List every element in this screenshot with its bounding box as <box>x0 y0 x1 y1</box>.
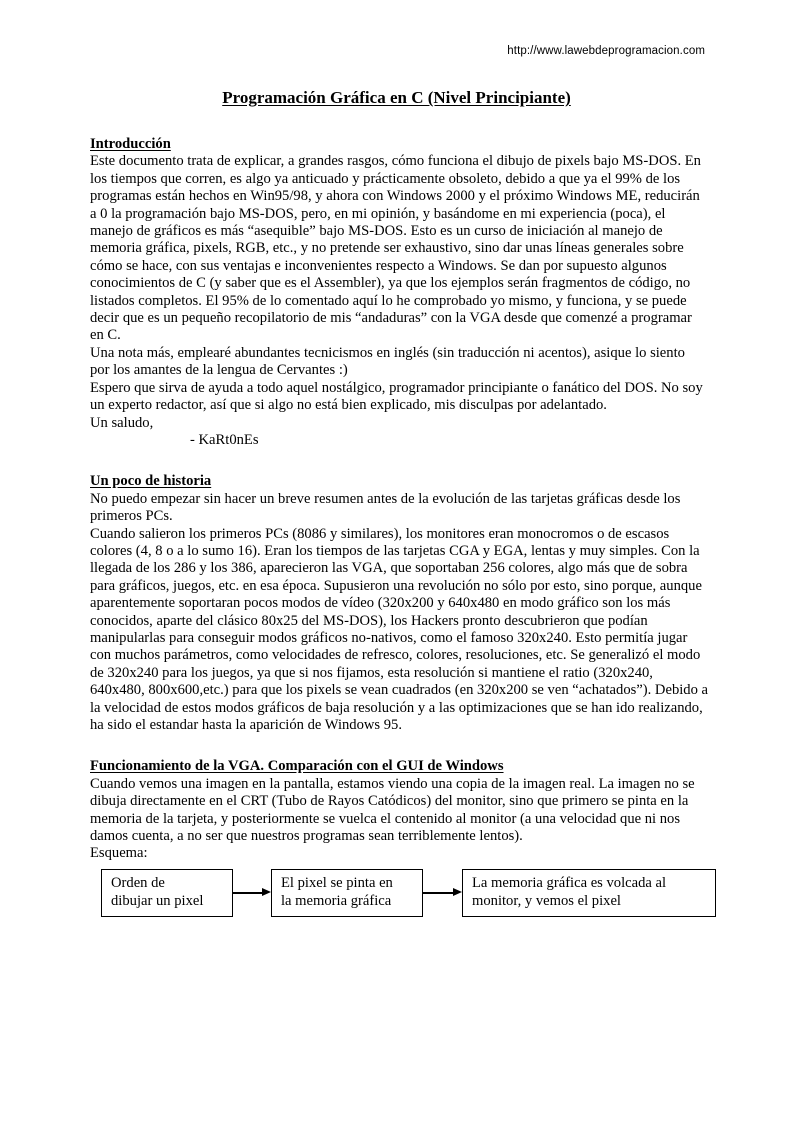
flow-box-1-line-2: dibujar un pixel <box>111 892 204 909</box>
paragraph-funcionamiento-1: Cuando vemos una imagen en la pantalla, estamos viendo una copia de la imagen real. La imagen no se dibuja directamente en el CRT (Tubo de Rayos Catódicos) del monitor, sino que primero se pinta en la memoria de la tarjeta, y posteriormente se vuelca el contenido al monitor (a una velocidad que ni nos damos cuenta, a no ser que nuestros programas sean terriblemente lentos). <box>90 775 699 845</box>
paragraph-historia-1: No puedo empezar sin hacer un breve resumen antes de la evolución de las tarjetas gráficas desde los primeros PCs. <box>90 490 685 525</box>
section-heading-introduccion: Introducción <box>90 136 171 152</box>
flow-box-pixel-memoria <box>271 869 423 917</box>
arrow-right-icon-1 <box>233 892 271 894</box>
flow-box-2-line-1: El pixel se pinta en <box>281 875 393 892</box>
section-heading-funcionamiento: Funcionamiento de la VGA. Comparación con el GUI de Windows <box>90 758 504 775</box>
flow-box-memoria-volcada <box>462 869 716 917</box>
flow-box-3-line-1: La memoria gráfica es volcada al <box>472 875 667 892</box>
page-title: Programación Gráfica en C (Nivel Principiante) <box>222 88 571 107</box>
pixel-flow-diagram <box>90 869 730 925</box>
paragraph-intro-closing: Un saludo, <box>90 414 154 431</box>
arrow-shaft <box>423 892 453 893</box>
paragraph-historia-2: Cuando salieron los primeros PCs (8086 y similares), los monitores eran monocromos o de escasos colores (4, 8 o a lo sumo 16). Eran los tiempos de las tarjetas CGA y EGA, lentas y muy simples. Con la llegada de los 286 y los 386, aparecieron las VGA, que soportaban 256 colores, algo más que de sobra para gráficos, juegos, etc. en esa época. Supusieron una revolución no sólo por esto, sino porque, aunque aparentemente soportaran pocos modos de vídeo (320x200 y 640x480 en modo gráfico son los más conocidos, aparte del clásico 80x25 del MS-DOS), los Hackers pronto descubrieron que podían manipularlas para conseguir modos gráficos no-nativos, como el famoso 320x240. Esto permitía jugar con muchos parámetros, como velocidades de refresco, colores, resoluciones, etc. Se generalizó el modo de 320x240 para los juegos, ya que si nos fijamos, esta resolución si mantiene el ratio (320x240, 640x480, 800x600,etc.) para que los pixels se vean cuadrados (en 320x200 se ven “achatados”). Debido a la velocidad de estos modos gráficos de baja resolución y a las optimizaciones que se han ido realizando, ha sido el estandar hasta la aparición de Windows 95. <box>90 525 712 733</box>
section-heading-historia: Un poco de historia <box>90 473 212 490</box>
arrow-head <box>453 888 462 896</box>
flow-box-3-line-2: monitor, y vemos el pixel <box>472 892 621 909</box>
paragraph-intro-2: Una nota más, emplearé abundantes tecnicismos en inglés (sin traducción ni acentos), asique lo siento por los amantes de la lengua de Cervantes :) <box>90 344 689 379</box>
arrow-right-icon-2 <box>423 892 462 894</box>
paragraph-intro-1: Este documento trata de explicar, a grandes rasgos, cómo funciona el dibujo de pixels bajo MS-DOS. En los tiempos que corren, es algo ya anticuado y prácticamente obsoleto, debido a que ya el 99% de los programas están hechos en Win95/98, y ahora con Windows 2000 y el próximo Windows ME, reducirán a 0 la programación bajo MS-DOS, pero, en mi opinión, y basándome en mi experiencia (poca), el manejo de gráficos es más “asequible” bajo MS-DOS. Esto es un curso de iniciación al manejo de memoria gráfica, pixels, RGB, etc., y no pretende ser exhaustivo, sino dar unas líneas generales sobre cómo se hace, con sus ventajas e inconvenientes respecto a Windows. Se dan por supuesto algunos conocimientos de C (y saber que es el Assembler), ya que los ejemplos serán fragmentos de código, no listados completos. El 95% de lo comentado aquí lo he comprobado yo mismo, y funciona, y se puede decir que es un pequeño recopilatorio de mis “andaduras” con la VGA desde que comenzé a programar en C. <box>90 153 705 344</box>
flow-box-orden-dibujar <box>101 869 233 917</box>
document-body <box>90 136 712 925</box>
section-spacer-1 <box>90 449 708 473</box>
header-url: http://www.lawebdeprogramacion.com <box>507 45 705 57</box>
arrow-head <box>262 888 271 896</box>
arrow-shaft <box>233 892 262 893</box>
paragraph-intro-3: Espero que sirva de ayuda a todo aquel nostálgico, programador principiante o fanático del DOS. No soy un experto redactor, así que si algo no está bien explicado, mis disculpas por adelantado. <box>90 379 707 414</box>
section-spacer-2 <box>90 734 708 758</box>
author-signature: - KaRt0nEs <box>190 431 259 448</box>
label-esquema: Esquema: <box>90 845 148 862</box>
flow-box-1-line-1: Orden de <box>111 875 165 892</box>
flow-box-2-line-2: la memoria gráfica <box>281 892 392 909</box>
